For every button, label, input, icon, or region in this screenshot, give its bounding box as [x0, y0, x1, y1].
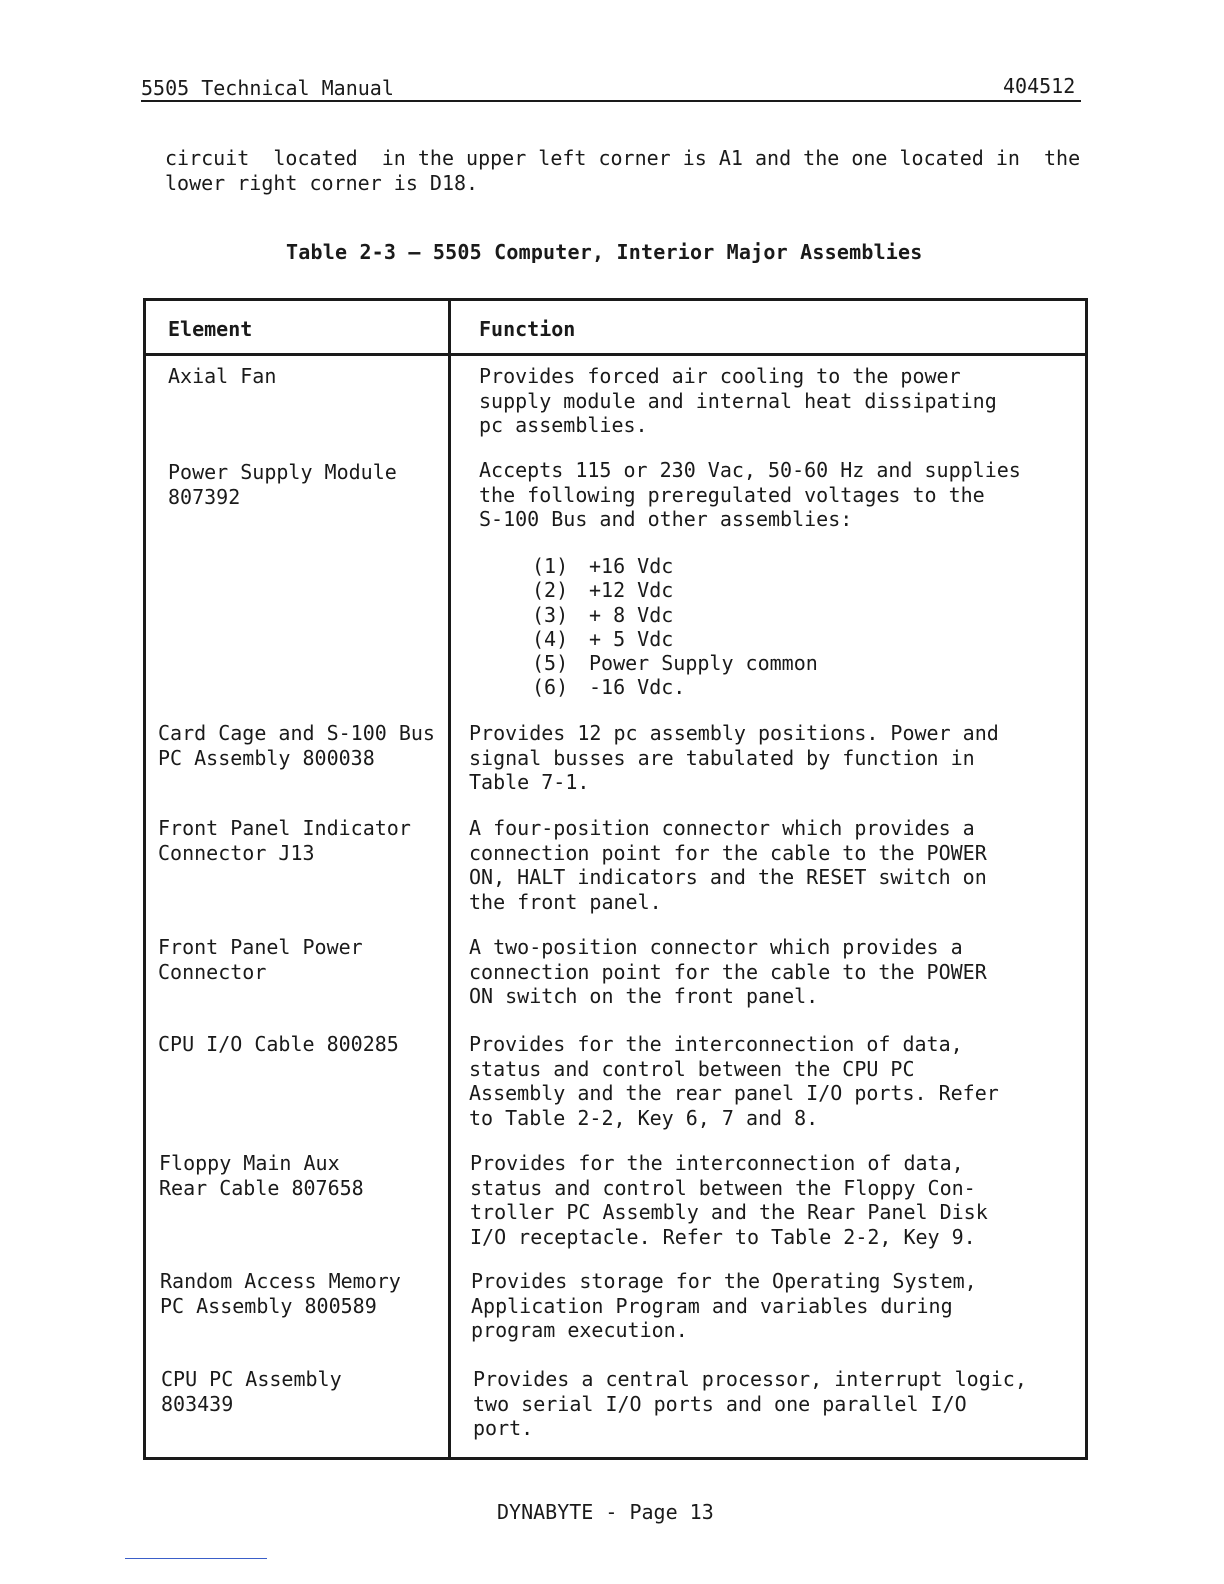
column-header-element: Element	[168, 317, 253, 341]
intro-paragraph: circuit located in the upper left corner is A1 and the one located in the lower right corner is D18.	[165, 146, 1081, 195]
row-function-floppy-cable: Provides for the interconnection of data, status and control between the Floppy Con- troller PC Assembly and the Rear Panel Disk I/O receptacle. Refer to Table 2-2, Key 9.	[470, 1151, 988, 1249]
row-element-cpu-io-cable: CPU I/O Cable 800285	[158, 1032, 399, 1056]
row-element-card-cage: Card Cage and S-100 Bus PC Assembly 800038	[158, 721, 435, 770]
row-element-axial-fan: Axial Fan	[168, 364, 277, 388]
row-element-cpu-pc: CPU PC Assembly 803439	[161, 1367, 342, 1416]
row-function-front-panel-power: A two-position connector which provides a connection point for the cable to the POWER ON switch on the front panel.	[469, 935, 987, 1008]
voltage-item: (6) -16 Vdc.	[532, 675, 686, 700]
voltage-item: (5) Power Supply common	[532, 651, 818, 676]
column-divider	[448, 301, 451, 1457]
header-divider	[146, 353, 1085, 356]
row-element-ram: Random Access Memory PC Assembly 800589	[160, 1269, 401, 1318]
running-header-title: 5505 Technical Manual	[141, 76, 394, 100]
bottom-left-rule	[125, 1558, 267, 1559]
column-header-function: Function	[479, 317, 576, 341]
header-rule	[141, 100, 1081, 102]
row-function-ram: Provides storage for the Operating System, Application Program and variables during program execution.	[471, 1269, 977, 1342]
row-element-front-panel-power: Front Panel Power Connector	[158, 935, 363, 984]
table-caption: Table 2-3 — 5505 Computer, Interior Major Assemblies	[286, 240, 923, 264]
document-number: 404512	[1003, 74, 1076, 98]
voltage-item: (1) +16 Vdc	[532, 554, 674, 578]
page-footer: DYNABYTE - Page 13	[497, 1500, 714, 1524]
row-element-front-panel-indicator: Front Panel Indicator Connector J13	[158, 816, 411, 865]
row-function-axial-fan: Provides forced air cooling to the power supply module and internal heat dissipating pc assemblies.	[479, 364, 997, 437]
row-function-card-cage: Provides 12 pc assembly positions. Power and signal busses are tabulated by function in Table 7-1.	[469, 721, 999, 794]
row-function-cpu-io-cable: Provides for the interconnection of data, status and control between the CPU PC Assembly and the rear panel I/O ports. Refer to Table 2-2, Key 6, 7 and 8.	[469, 1032, 999, 1130]
assemblies-table	[143, 298, 1088, 1460]
voltage-item: (4) + 5 Vdc	[532, 626, 674, 651]
voltage-list	[532, 554, 818, 700]
row-function-power-supply: Accepts 115 or 230 Vac, 50-60 Hz and supplies the following preregulated voltages to the S-100 Bus and other assemblies:	[479, 458, 1021, 531]
row-function-cpu-pc: Provides a central processor, interrupt logic, two serial I/O ports and one parallel I/O port.	[473, 1367, 1027, 1440]
voltage-item: (2) +12 Vdc	[532, 578, 674, 603]
voltage-item: (3) + 8 Vdc	[532, 602, 674, 627]
row-element-floppy-cable: Floppy Main Aux Rear Cable 807658	[159, 1151, 364, 1200]
row-element-power-supply: Power Supply Module 807392	[168, 460, 397, 509]
row-function-front-panel-indicator: A four-position connector which provides a connection point for the cable to the POWER ON, HALT indicators and the RESET switch on the front panel.	[469, 816, 987, 914]
